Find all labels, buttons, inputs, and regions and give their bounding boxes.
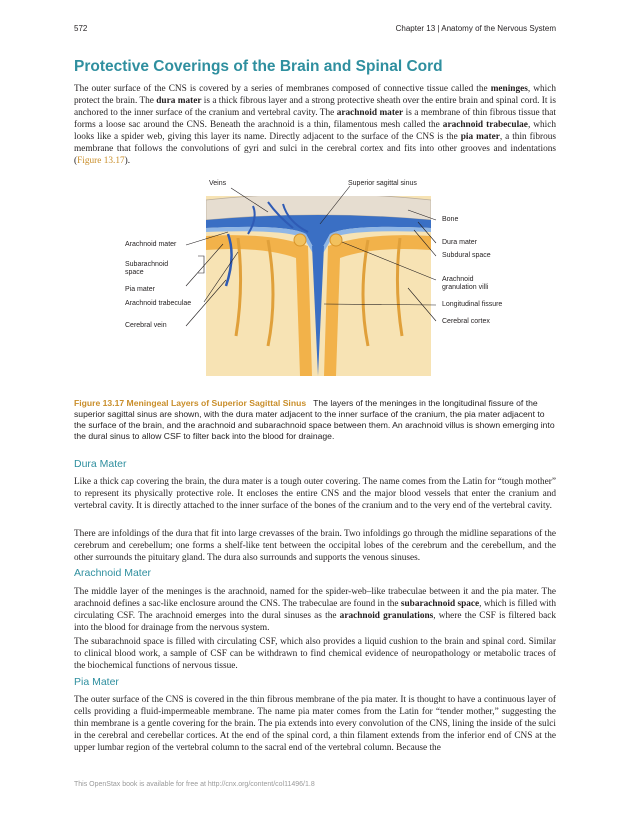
page-number: 572 [74, 24, 88, 33]
arachnoid-granulation-right [330, 234, 342, 246]
arachnoid-granulation-left [294, 234, 306, 246]
term-arachnoid-mater: arachnoid mater [336, 108, 404, 118]
left-white-matter [206, 249, 300, 376]
dura-paragraph-1: Like a thick cap covering the brain, the dura mater is a tough outer covering. The name comes from the Latin for “tough mother” to represent its physically protective role. It encloses the entire CNS and the major blood vessels that enter the cranium and vertebral cavity. It is directly attached to the inner surface of the bones of the cranium and to the very end of the vertebral cavity. [74, 477, 556, 511]
intro-paragraph: The outer surface of the CNS is covered by a series of membranes composed of connective tissue called the meninges, which protect the brain. The dura mater is a thick fibrous layer and a strong protective sheath over the entire brain and spinal cord. It is anchored to the inner surface of the cranium and vertebral cavity. The arachnoid mater is a membrane of thin fibrous tissue that forms a loose sac around the CNS. Beneath the arachnoid is a thin, filamentous mesh called the arachnoid trabeculae, which looks like a spider web, giving this layer its name. Directly adjacent to the surface of the CNS is the pia mater, a thin fibrous membrane that follows the convolutions of gyri and sulci in the cerebral cortex and fits into other grooves and indentations (Figure 13.17). [74, 84, 556, 166]
label-longitudinal-fissure: Longitudinal fissure [442, 301, 503, 308]
label-arachnoid-trabeculae: Arachnoid trabeculae [125, 300, 192, 307]
label-cerebral-vein: Cerebral vein [125, 322, 167, 329]
figure-link[interactable]: Figure 13.17 [77, 156, 125, 166]
term-arachnoid-granulations: arachnoid granulations [339, 611, 434, 621]
section-title: Protective Coverings of the Brain and Spinal Cord [74, 58, 443, 75]
term-meninges: meninges [490, 84, 528, 94]
dura-paragraph-2: There are infoldings of the dura that fit into large crevasses of the brain. Two infoldings go through the midline separations of the cerebrum and cerebellum; one forms a shelf-like tent between the occipital lobes of the cerebrum and the cerebellum, and the other surrounds the pituitary gland. The dura also surrounds and supports the venous sinuses. [74, 529, 556, 563]
heading-dura-mater: Dura Mater [74, 458, 127, 470]
caption-text: The layers of the meninges in the longitudinal fissure of the superior sagittal sinus are shown, with the dura mater adjacent to the inner surface of the cranium, the pia mater adjacent to the surface of the brain, and the arachnoid and subarachnoid space between them. An arachnoid villus is shown emerging into the dural sinus to allow CSF to filter back into the blood for drainage. [74, 398, 555, 441]
page-footer: This OpenStax book is available for free at http://cnx.org/content/col11496/1.8 [74, 781, 315, 788]
right-white-matter [336, 249, 431, 376]
page-header [74, 24, 556, 36]
heading-pia-mater: Pia Mater [74, 676, 119, 688]
figure-caption [74, 398, 556, 442]
label-cerebral-cortex: Cerebral cortex [442, 318, 490, 325]
label-bone: Bone [442, 216, 459, 223]
term-arachnoid-trabeculae: arachnoid trabeculae [442, 120, 528, 130]
label-superior-sagittal-sinus: Superior sagittal sinus [348, 180, 417, 187]
label-subarachnoid-space: Subarachnoid space [125, 261, 169, 276]
caption-title: Figure 13.17 Meningeal Layers of Superior Sagittal Sinus [74, 398, 307, 408]
term-subarachnoid-space: subarachnoid space [400, 599, 480, 609]
meninges-figure [118, 176, 518, 391]
term-dura-mater: dura mater [156, 96, 202, 106]
arachnoid-paragraph-2: The subarachnoid space is filled with circulating CSF, which also provides a liquid cushion to the brain and spinal cord. Similar to clinical blood work, a sample of CSF can be withdrawn to find chemical evidence of neuropathology or metabolic traces of the biochemical functions of nervous tissue. [74, 637, 556, 671]
label-pia-mater: Pia mater [125, 286, 155, 293]
label-arachnoid-mater: Arachnoid mater [125, 241, 177, 248]
arachnoid-paragraph-1: The middle layer of the meninges is the arachnoid, named for the spider-web–like trabeculae between it and the pia mater. The arachnoid defines a sac-like enclosure around the CNS. The trabeculae are found in the subarachnoid space, which is filled with circulating CSF. The arachnoid emerges into the dural sinuses as the arachnoid granulations, where the CSF is filtered back into the blood for drainage from the nervous system. [74, 587, 556, 633]
chapter-title: Chapter 13 | Anatomy of the Nervous System [395, 24, 556, 33]
label-arachnoid-villi: Arachnoid granulation villi [442, 276, 489, 291]
label-subdural-space: Subdural space [442, 252, 491, 259]
term-pia-mater: pia mater [460, 132, 500, 142]
heading-arachnoid-mater: Arachnoid Mater [74, 567, 152, 579]
label-veins: Veins [209, 180, 227, 187]
label-dura-mater: Dura mater [442, 239, 478, 246]
pia-paragraph-1: The outer surface of the CNS is covered in the thin fibrous membrane of the pia mater. It is thought to have a continuous layer of cells providing a fluid-impermeable membrane. The name pia mater comes from the Latin for “tender mother,” suggesting the thin membrane is a gentle covering for the brain. The pia extends into every convolution of the CNS, lining the inside of the sulci in the cerebral and cerebellar cortices. At the end of the spinal cord, a thin filament extends from the inferior end of CNS at the upper lumbar region of the vertebral column to the sacral end of the vertebral column. Because the [74, 695, 556, 753]
